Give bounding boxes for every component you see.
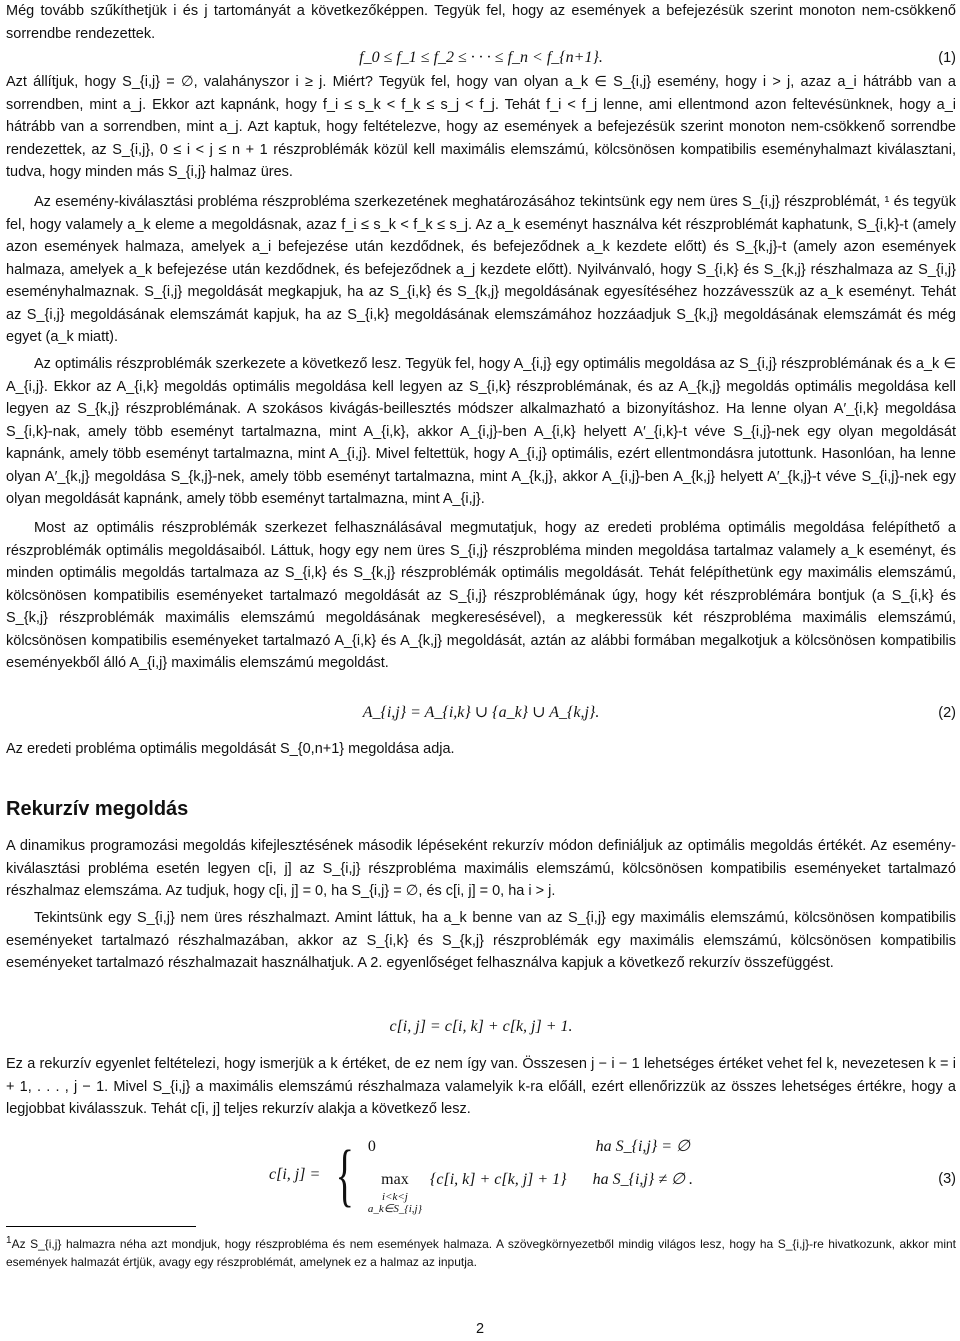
footnote-divider [6,1226,196,1227]
equation-1-number: (1) [938,50,956,66]
equation-3 [6,1136,956,1222]
footnote-marker: 1 [6,1235,12,1246]
left-brace-icon: { [335,1136,355,1214]
equation-2-body: A_{i,j} = A_{i,k} ∪ {a_k} ∪ A_{k,j}. [362,704,600,721]
max-expression: {c[i, k] + c[k, j] + 1} [429,1170,567,1188]
equation-3-number: (3) [938,1171,956,1187]
paragraph-claim: Azt állítjuk, hogy S_{i,j} = ∅, valahányszor i ≥ j. Miért? Tegyük fel, hogy van olyan a_k ∈ S_{i,j} esemény, hogy i > j, azaz a_i hátrább van a sorrendben, mint a_j. Ekkor azt kapnánk, hogy f_i ≤ s_k < f_k ≤ s_j < f_j. Tehát f_i < f_j lenne, ami ellentmond azon feltevésünknek, hogy a_i hátrább van a sorrendben, mint a_j. Azt kaptuk, hogy feltételezve, hogy az események a befejezésük szerint monoton nem-csökkenő sorrendbe rendezettek, az S_{i,j}, 0 ≤ i < j ≤ n + 1 részproblémák közül kell maximális elemszámú, kölcsönösen kompatibilis eseményhalmazt kiválasztani, tudva, hogy minden más S_{i,j} halmaz üres. [6,74,956,180]
equation-3-case1-value: 0 [367,1138,376,1155]
equation-3-lhs: c[i, j] = [269,1166,321,1184]
equation-1-body: f_0 ≤ f_1 ≤ f_2 ≤ · · · ≤ f_n < f_{n+1}. [359,49,603,66]
paragraph-original-solution: Az eredeti probléma optimális megoldását S_{0,n+1} megoldása adja. [6,741,455,757]
max-label: max [381,1170,409,1188]
equation-recurrence-body: c[i, j] = c[i, k] + c[k, j] + 1. [389,1018,573,1035]
equation-1 [6,47,956,70]
equation-3-case2-value [368,1169,567,1216]
equation-2-number: (2) [938,705,956,721]
section-title: Rekurzív megoldás [6,798,189,820]
max-subscript-membership: a_k∈S_{i,j} [367,1203,422,1215]
equation-3-cases [269,1136,693,1215]
paragraph-substructure: Az esemény-kiválasztási probléma részprobléma szerkezetének meghatározásához tekintsünk egy nem üres S_{i,j} részproblémát, ¹ és tegyük fel, hogy valamely a_k eleme a megoldásnak, azaz f_i ≤ s_k < f_k ≤ s_j. Az a_k eseményt használva két részproblémát kaphatunk, S_{i,k}-t (amely azon események halmaza, amelyek a_i befejezése után kezdődnek, és befejeződnek a_k kezdete előtt) és S_{k,j}-t (amely azon események halmaza, amelyek a_k befejezése után kezdődnek, és befejeződnek a_j kezdete előtt). Nyilvánvaló, hogy S_{i,k} és S_{k,j} részhalmaza az S_{i,j} eseményhalmaznak. S_{i,j} megoldását megkapjuk, ha az S_{i,k} és S_{k,j} megoldásának egyesítéséhez hozzávesszük az a_k eseményt. Tehát az S_{i,j} megoldásának elemszámát kapjuk, ha az S_{i,k} megoldásának elemszámához hozzáadjuk S_{k,j} megoldásának elemszámát és még egyet (a_k miatt). [6,194,956,345]
equation-2 [6,702,956,725]
equation-3-case2-condition: ha S_{i,j} ≠ ∅ . [592,1170,693,1188]
max-operator [368,1169,422,1216]
footnote-text: Az S_{i,j} halmazra néha azt mondjuk, hogy részprobléma és nem események halmaza. A szövegkörnyezetből mindig világos lesz, hogy ha S_{i,j}-re hivatkozunk, akkor mint események halmazát értjük, avagy egy részproblémát, amelynek ez a halmaz az inputja. [6,1237,956,1269]
paragraph-nonempty: Tekintsünk egy S_{i,j} nem üres részhalmazt. Amint láttuk, ha a_k benne van az S_{i,j} egy maximális elemszámú, kölcsönösen kompatibilis eseményeket tartalmazó részhalmazában, akkor az S_{i,k} és S_{k,j} részproblémák egy maximális elemszámú, kölcsönösen kompatibilis eseményeket tartalmazó részhalmazait használhatjuk. A 2. egyenlőséget felhasználva kapjuk a következő rekurzív összefüggést. [6,910,956,971]
paragraph-intro: Még tovább szűkíthetjük i és j tartományát a következőképpen. Tegyük fel, hogy az események a befejezésük szerint monoton nem-csökkenő sorrendbe rendezettek. [6,3,956,42]
max-subscript-range: i<k<j [382,1191,408,1203]
paragraph-k-values: Ez a rekurzív egyenlet feltételezi, hogy ismerjük a k értéket, de ez nem így van. Összesen j − i − 1 lehetséges értéket vehet fel k, nevezetesen k = i + 1, . . . , j − 1. Mivel S_{i,j} a maximális elemszámú részhalmaza valamelyik k-ra előáll, ezért ellenőrizzük az összes lehetséges értékre, hogy a legjobbat kiválasszuk. Tehát c[i, j] teljes rekurzív alakja a következő lesz. [6,1056,956,1117]
equation-3-case1-condition: ha S_{i,j} = ∅ [595,1138,690,1155]
equation-recurrence [6,1016,956,1039]
page-number: 2 [475,1321,485,1337]
paragraph-construction: Most az optimális részproblémák szerkezet felhasználásával megmutatjuk, hogy az eredeti probléma optimális megoldása felépíthető a részproblémák optimális megoldásaiból. Láttuk, hogy egy nem üres S_{i,j} részprobléma minden megoldása tartalmaz valamely a_k eseményt, és minden optimális megoldás tartalmaza az S_{i,k} és S_{k,j} részproblémák optimális megoldását. Tehát felépíthetünk egy maximális elemszámú, kölcsönösen kompatibilis eseményeket tartalmazó megoldását az S_{i,j} részproblémának úgy, hogy két részproblémára bontjuk (a S_{i,k} és S_{k,j} részproblémák maximális elemszámú megoldásának megkeresésével), a megkeressük két részprobléma maximális elemszámú, kölcsönösen kompatibilis eseményeket tartalmazó A_{i,k} és A_{k,j} megoldását, aztán az alábbi formában megalkotjuk a kölcsönösen kompatibilis eseményekből álló A_{i,j} maximális elemszámú megoldást. [6,520,956,671]
paragraph-recursive-definition: A dinamikus programozási megoldás kifejlesztésének második lépéseként rekurzív módon definiáljuk az optimális megoldás értékét. Az esemény-kiválasztási probléma esetén legyen c[i, j] az S_{i,j} részprobléma maximális elemszámú, kölcsönösen kompatibilis eseményeket tartalmazó részhalmaz elemszáma. Az tudjuk, hogy c[i, j] = 0, ha S_{i,j} = ∅, és c[i, j] = 0, ha i > j. [6,838,956,899]
equation-3-case-table [368,1136,693,1215]
paragraph-optimal-substructure: Az optimális részproblémák szerkezete a következő lesz. Tegyük fel, hogy A_{i,j} egy optimális megoldása az S_{i,j} részproblémának és a_k ∈ A_{i,j}. Ekkor az A_{i,k} megoldás optimális megoldása kell legyen az S_{i,k} részproblémának, és az A_{k,j} megoldás optimális megoldása kell legyen az S_{k,j} részproblémának. A szokásos kivágás-beillesztés módszer alkalmazható a bizonyításhoz. Ha lenne olyan A′_{i,k} megoldása S_{i,k}-nak, amely több eseményt tartalmazna, mint A_{i,k}, akkor A_{i,j}-ben A_{i,k} helyett A′_{i,k}-t véve S_{i,j}-nek egy olyan megoldását kapnánk, amely több eseményt tartalmazna, mint A_{i,j}. Mivel feltettük, hogy A_{i,j} optimális, ezért ellentmondásra jutottunk. Hasonlóan, ha lenne olyan A′_{k,j} megoldása S_{k,j}-nek, amely több eseményt tartalmazna, mint A_{k,j}, akkor A_{i,j}-ben A_{k,j} helyett A′_{k,j}-t véve S_{i,j}-nek egy olyan megoldását kapnánk, amely több eseményt tartalmazna, mint A_{i,j}. [6,356,956,507]
footnote [6,1232,956,1271]
